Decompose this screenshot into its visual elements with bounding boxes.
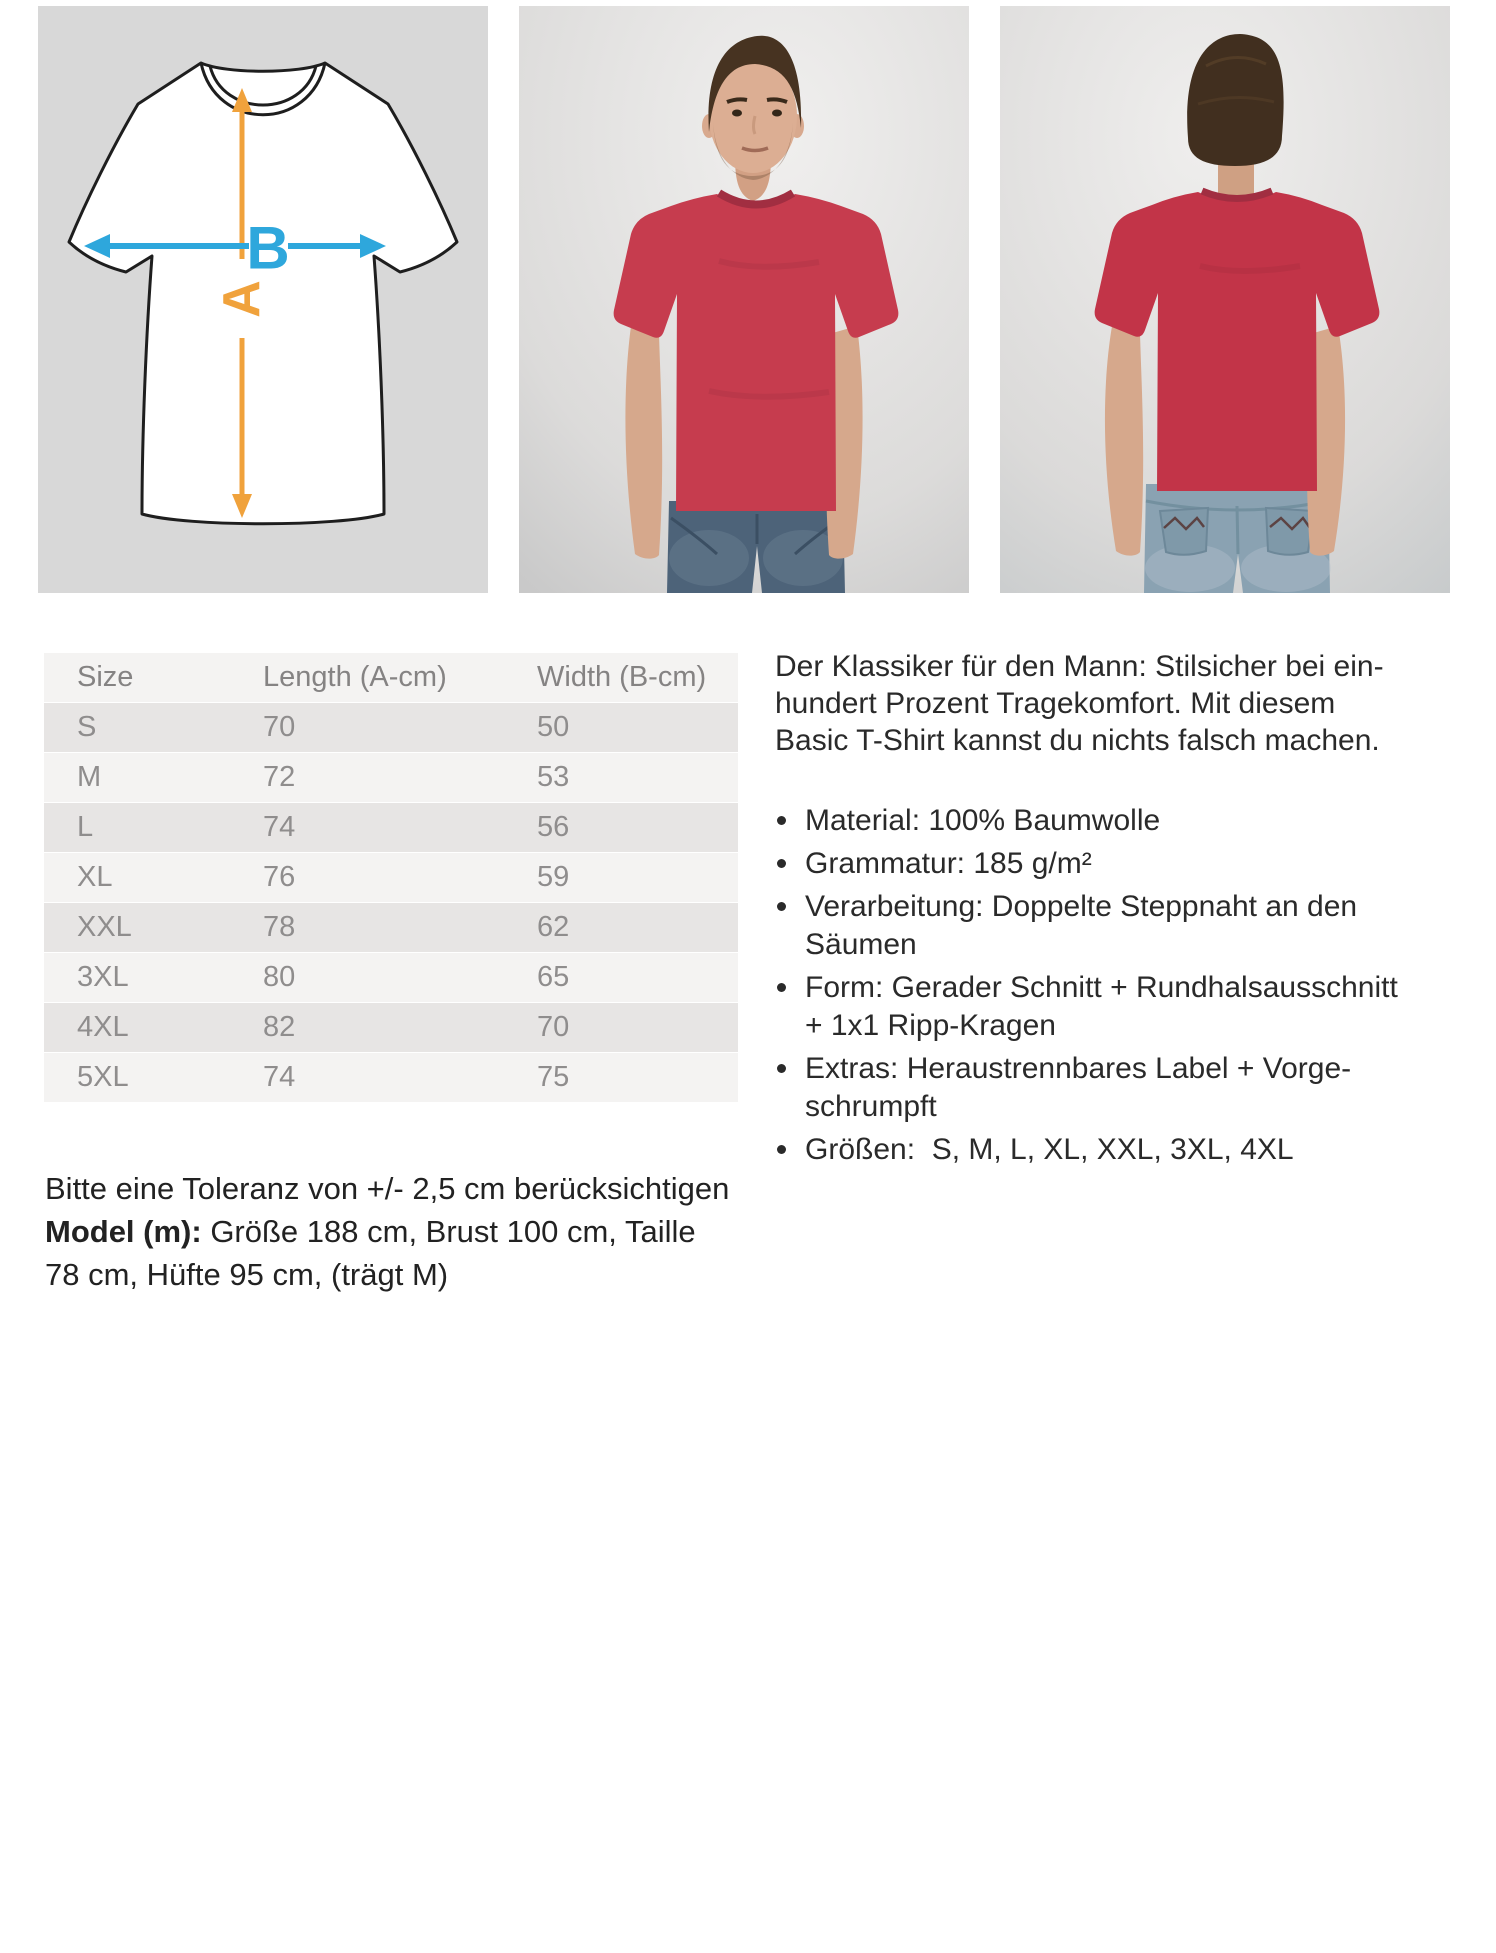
width-cell: 59 bbox=[537, 861, 570, 893]
size-cell: 4XL bbox=[77, 1011, 129, 1043]
bullet-icon bbox=[777, 1064, 786, 1073]
list-item bbox=[775, 969, 1398, 1045]
bullet-icon bbox=[777, 1145, 786, 1154]
size-cell: L bbox=[77, 811, 94, 843]
table-row bbox=[44, 903, 738, 953]
length-cell: 74 bbox=[263, 1061, 296, 1093]
tolerance-line: Bitte eine Toleranz von +/- 2,5 cm berücksichtigen bbox=[45, 1171, 730, 1206]
feature-extras: Extras: Heraustrennbares Label + Vorge- bbox=[805, 1052, 1352, 1085]
product-image-size-diagram[interactable] bbox=[38, 6, 488, 593]
product-image-model-back[interactable] bbox=[1000, 6, 1450, 593]
product-image-model-front[interactable] bbox=[519, 6, 969, 593]
list-item bbox=[775, 1050, 1398, 1126]
pocket-right bbox=[1266, 508, 1314, 555]
model-info-rest: Größe 188 cm, Brust 100 cm, Taille bbox=[201, 1214, 696, 1249]
description-line: hundert Prozent Tragekomfort. Mit diesem bbox=[775, 687, 1336, 720]
length-cell: 70 bbox=[263, 711, 296, 743]
size-cell: M bbox=[77, 761, 102, 793]
width-cell: 65 bbox=[537, 961, 570, 993]
table-row bbox=[44, 703, 738, 753]
bullet-icon bbox=[777, 983, 786, 992]
length-cell: 82 bbox=[263, 1011, 296, 1043]
width-cell: 50 bbox=[537, 711, 570, 743]
table-row bbox=[44, 853, 738, 903]
feature-extras-wrap: schrumpft bbox=[805, 1090, 937, 1123]
list-item bbox=[775, 888, 1398, 964]
feature-form-wrap: + 1x1 Ripp-Kragen bbox=[805, 1009, 1056, 1042]
width-column-header: Width (B-cm) bbox=[537, 661, 707, 693]
size-diagram-illustration bbox=[38, 6, 488, 593]
width-cell: 53 bbox=[537, 761, 570, 793]
measure-label-a: A bbox=[213, 280, 271, 318]
description-line: Der Klassiker für den Mann: Stilsicher bei ein- bbox=[775, 650, 1384, 683]
size-cell: XL bbox=[77, 861, 113, 893]
model-info-line bbox=[45, 1210, 729, 1253]
feature-verarbeitung-wrap: Säumen bbox=[805, 928, 917, 961]
size-cell: 3XL bbox=[77, 961, 129, 993]
feature-list bbox=[775, 802, 1398, 1169]
size-column-header: Size bbox=[77, 661, 134, 693]
model-front-illustration bbox=[519, 6, 969, 593]
bullet-icon bbox=[777, 816, 786, 825]
length-cell: 76 bbox=[263, 861, 296, 893]
size-cell: S bbox=[77, 711, 97, 743]
table-row bbox=[44, 953, 738, 1003]
nose bbox=[754, 116, 756, 134]
width-cell: 70 bbox=[537, 1011, 570, 1043]
feature-material: Material: 100% Baumwolle bbox=[805, 804, 1161, 837]
length-column-header: Length (A-cm) bbox=[263, 661, 447, 693]
feature-verarbeitung: Verarbeitung: Doppelte Steppnaht an den bbox=[805, 890, 1358, 923]
eye-right bbox=[772, 110, 782, 117]
width-cell: 56 bbox=[537, 811, 570, 843]
list-item bbox=[775, 845, 1398, 883]
table-row bbox=[44, 1003, 738, 1053]
list-item bbox=[775, 1131, 1398, 1169]
eye-left bbox=[732, 110, 742, 117]
description-paragraph bbox=[775, 648, 1398, 759]
length-cell: 72 bbox=[263, 761, 296, 793]
width-cell: 75 bbox=[537, 1061, 570, 1093]
size-table-header-row bbox=[44, 653, 738, 703]
bullet-icon bbox=[777, 902, 786, 911]
feature-sizes: Größen: S, M, L, XL, XXL, 3XL, 4XL bbox=[805, 1133, 1294, 1166]
bullet-icon bbox=[777, 859, 786, 868]
list-item bbox=[775, 802, 1398, 840]
size-cell: 5XL bbox=[77, 1061, 129, 1093]
feature-form: Form: Gerader Schnitt + Rundhalsausschnitt bbox=[805, 971, 1398, 1004]
model-label: Model (m): bbox=[45, 1214, 202, 1249]
product-description bbox=[775, 648, 1398, 1174]
measure-label-b: B bbox=[246, 214, 290, 282]
pocket-left bbox=[1160, 508, 1208, 555]
table-row bbox=[44, 753, 738, 803]
width-cell: 62 bbox=[537, 911, 570, 943]
length-cell: 74 bbox=[263, 811, 296, 843]
size-table bbox=[44, 653, 738, 1103]
table-row bbox=[44, 803, 738, 853]
description-line: Basic T-Shirt kannst du nichts falsch machen. bbox=[775, 724, 1380, 757]
tolerance-note bbox=[45, 1167, 729, 1296]
model-back-illustration bbox=[1000, 6, 1450, 593]
length-cell: 78 bbox=[263, 911, 296, 943]
length-cell: 80 bbox=[263, 961, 296, 993]
table-row bbox=[44, 1053, 738, 1103]
model-info-line2: 78 cm, Hüfte 95 cm, (trägt M) bbox=[45, 1257, 449, 1292]
size-cell: XXL bbox=[77, 911, 132, 943]
feature-grammatur: Grammatur: 185 g/m² bbox=[805, 847, 1092, 880]
